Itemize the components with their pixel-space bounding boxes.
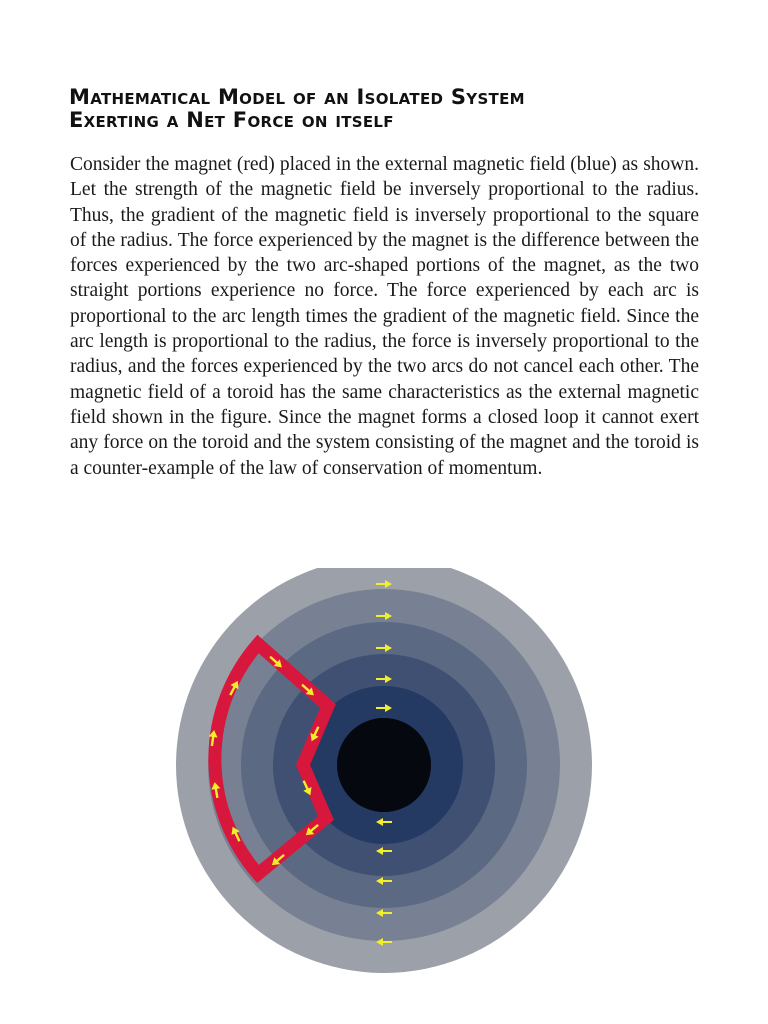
title-line-2: Exerting a Net Force on itself bbox=[69, 108, 394, 132]
magnetic-field-figure bbox=[176, 568, 592, 974]
title-line-1: Mathematical Model of an Isolated System bbox=[69, 85, 525, 109]
page-title bbox=[69, 86, 709, 132]
field-core bbox=[337, 718, 431, 812]
body-paragraph: Consider the magnet (red) placed in the external magnetic field (blue) as shown. Let the strength of the magnetic field be inversely proportional to the radius. Thus, the gradient of the magnetic field is inversely proportional to the square of the radius. The force experienced by the magnet is the difference between the forces experienced by the two arc-shaped portions of the magnet, as the two straight portions experience no force. The force experienced by each arc is proportional to the arc length times the gradient of the magnetic field. Since the arc length is proportional to the radius, the force is inversely proportional to the radius, and the forces experienced by the two arcs do not cancel each other. The magnetic field of a toroid has the same characteristics as the external magnetic field shown in the figure. Since the magnet forms a closed loop it cannot exert any force on the toroid and the system consisting of the magnet and the toroid is a counter-example of the law of conservation of momentum. bbox=[70, 154, 699, 479]
figure-canvas bbox=[176, 568, 592, 974]
